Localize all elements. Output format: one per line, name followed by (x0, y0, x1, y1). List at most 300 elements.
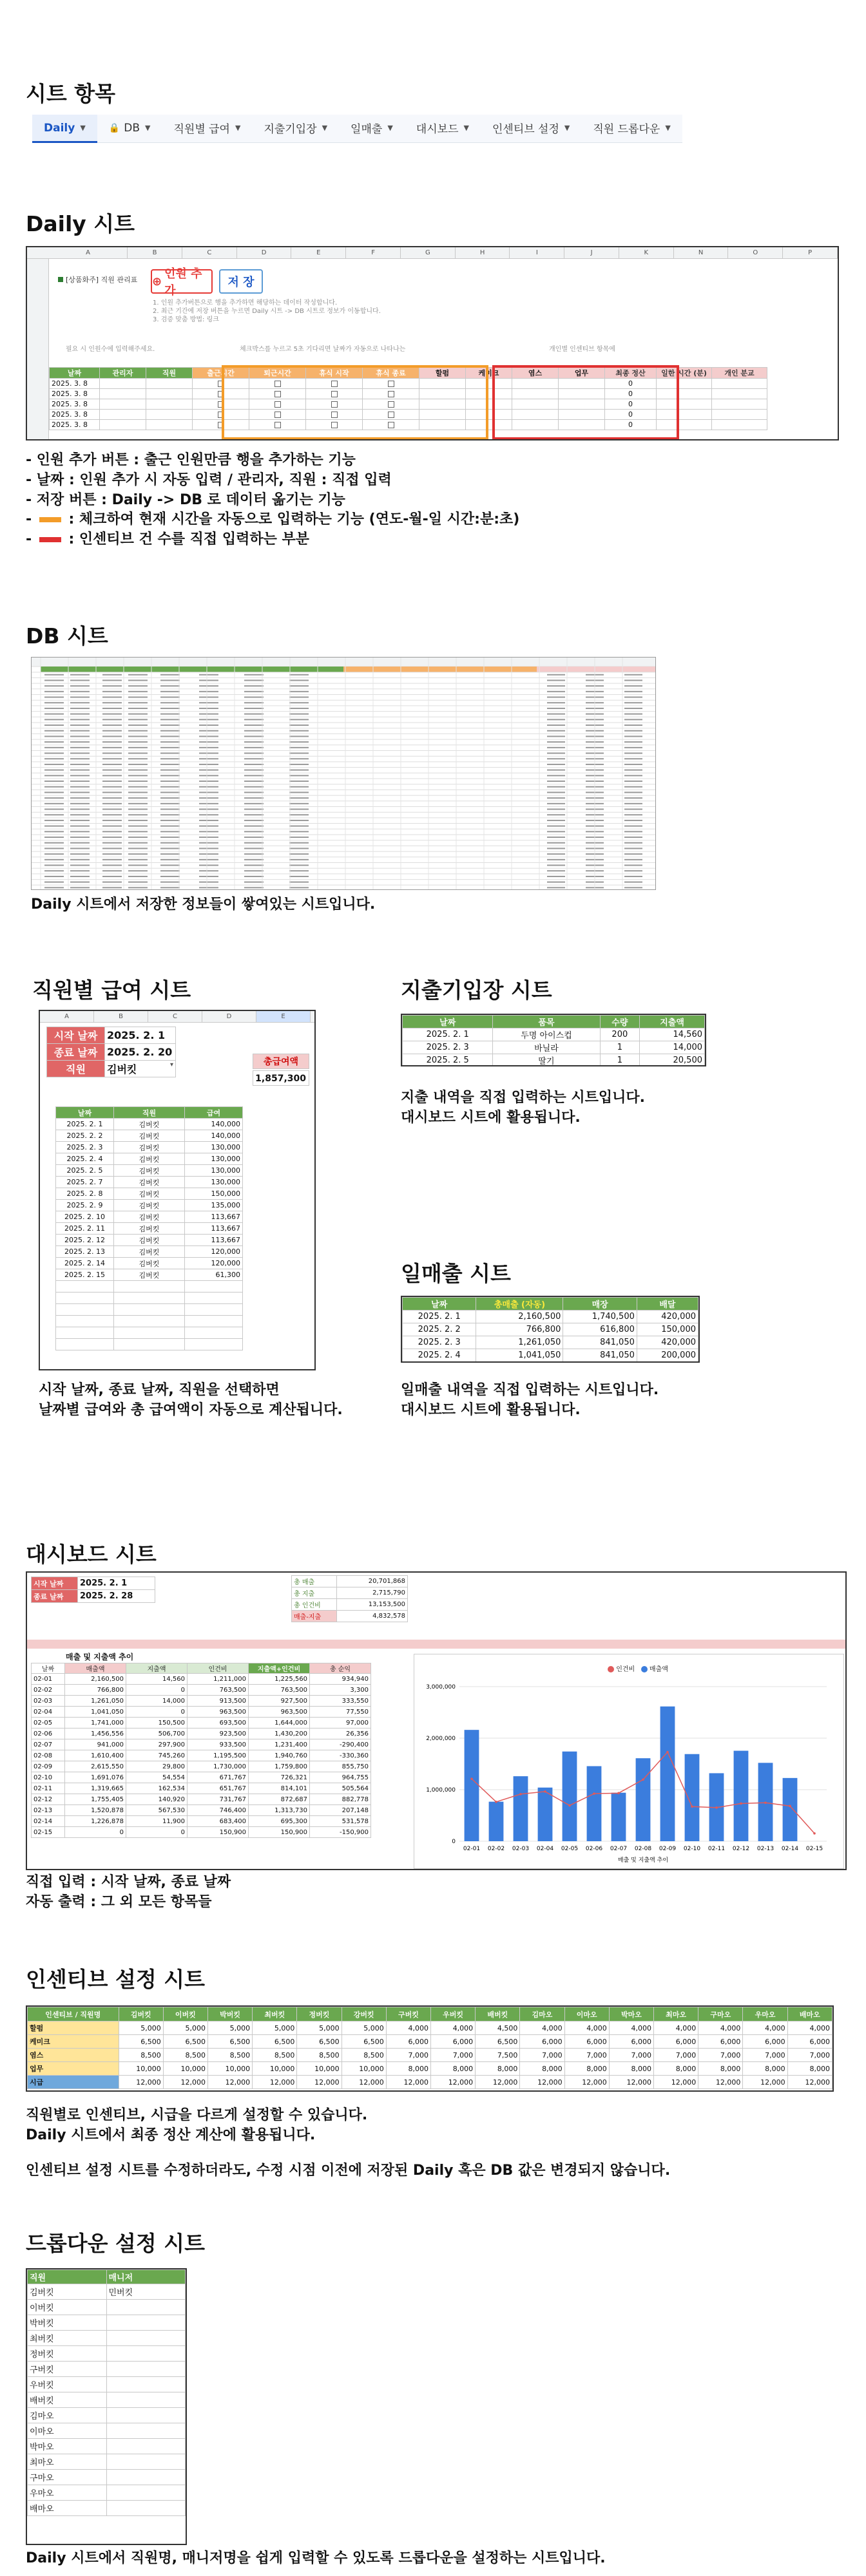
incentive-cell[interactable]: 6,500 (476, 2035, 520, 2049)
daily-description (26, 451, 519, 550)
tab-3[interactable] (252, 115, 339, 143)
dropdown-manager-cell[interactable] (106, 2423, 186, 2439)
daily-header-cell: 퇴근시간 (249, 368, 306, 379)
daily-cell: 0 (605, 399, 657, 410)
incentive-cell[interactable]: 6,000 (386, 2035, 430, 2049)
incentive-cell: 염스 (28, 2049, 119, 2062)
point-labor (666, 1751, 669, 1754)
incentive-header-cell: 배마오 (787, 2007, 832, 2022)
dash-cell: 1,261,050 (65, 1696, 126, 1707)
dropdown-manager-cell[interactable]: 민버킷 (106, 2284, 186, 2300)
dropdown-staff-cell[interactable]: 구버킷 (28, 2362, 107, 2377)
incentive-cell[interactable]: 8,500 (163, 2049, 207, 2062)
daily-cell[interactable] (100, 410, 146, 420)
incentive-cell[interactable]: 12,000 (520, 2076, 564, 2089)
dash-cell: 02-06 (32, 1728, 65, 1739)
incentive-cell[interactable]: 12,000 (297, 2076, 342, 2089)
incentive-cell[interactable]: 8,000 (609, 2062, 653, 2076)
daily-header-cell: 출근시간 (193, 368, 249, 379)
expense-sheet (401, 1014, 706, 1066)
salary-cell: 61,300 (185, 1269, 243, 1281)
incentive-cell[interactable]: 7,000 (743, 2049, 787, 2062)
salary-cell: 2025. 2. 7 (56, 1177, 114, 1188)
daily-subnote-mid: 체크박스를 누르고 5초 기다리면 날짜가 자동으로 나타나는 (240, 346, 406, 353)
incentive-cell[interactable]: 10,000 (163, 2062, 207, 2076)
dropdown-staff-cell[interactable]: 박버킷 (28, 2315, 107, 2331)
dash-cell: 02-11 (32, 1783, 65, 1794)
dash-end-input[interactable]: 2025. 2. 28 (78, 1590, 155, 1603)
column-header: D (237, 247, 292, 258)
y-tick-label: 1,000,000 (426, 1787, 456, 1794)
tab-label: 직원별 급여 (173, 123, 230, 136)
dash-cell: -330,360 (310, 1750, 371, 1761)
salary-empty-row (56, 1281, 243, 1293)
tab-6[interactable] (481, 115, 581, 143)
sales-header-cell: 날짜 (403, 1298, 476, 1311)
incentive-cell[interactable]: 6,000 (743, 2035, 787, 2049)
incentive-cell[interactable]: 8,500 (342, 2049, 386, 2062)
incentive-header-cell: 이버킷 (163, 2007, 207, 2022)
salary-cell: 140,000 (185, 1119, 243, 1130)
salary-row (56, 1188, 243, 1200)
incentive-cell[interactable]: 7,000 (698, 2049, 743, 2062)
incentive-cell[interactable]: 6,500 (163, 2035, 207, 2049)
salary-cell: 2025. 2. 8 (56, 1188, 114, 1200)
dashboard-desc-1: 직접 입력 : 시작 날짜, 종료 날짜 (26, 1874, 231, 1890)
sales-row (403, 1323, 698, 1336)
incentive-cell[interactable]: 12,000 (342, 2076, 386, 2089)
incentive-row (28, 2062, 832, 2076)
salary-desc-1: 시작 날짜, 종료 날짜, 직원을 선택하면 (39, 1382, 280, 1398)
incentive-cell[interactable]: 6,000 (564, 2035, 609, 2049)
dropdown-staff-cell[interactable]: 우버킷 (28, 2377, 107, 2392)
incentive-cell[interactable]: 7,000 (654, 2049, 698, 2062)
incentive-cell[interactable]: 6,000 (654, 2035, 698, 2049)
incentive-cell[interactable]: 4,000 (698, 2022, 743, 2035)
sales-row (403, 1336, 698, 1349)
dash-cell: 02-10 (32, 1772, 65, 1783)
daily-cell[interactable] (146, 389, 193, 399)
dash-cell: 14,000 (126, 1696, 188, 1707)
daily-header-cell: 직원 (146, 368, 193, 379)
expense-row (403, 1054, 705, 1067)
incentive-cell[interactable]: 6,500 (342, 2035, 386, 2049)
incentive-cell[interactable]: 12,000 (476, 2076, 520, 2089)
daily-cell[interactable] (146, 379, 193, 389)
incentive-cell[interactable]: 12,000 (253, 2076, 297, 2089)
incentive-cell[interactable]: 4,500 (476, 2022, 520, 2035)
column-header: B (94, 1011, 148, 1022)
dropdown-staff-cell[interactable]: 박마오 (28, 2439, 107, 2454)
db-title: DB 시트 (26, 623, 108, 649)
incentive-cell[interactable]: 8,000 (520, 2062, 564, 2076)
dropdown-manager-cell[interactable] (106, 2331, 186, 2346)
dash-cell: 933,500 (188, 1739, 249, 1750)
dash-end-label: 종료 날짜 (32, 1590, 78, 1603)
daily-desc-1: - 인원 추가 버튼 : 출근 인원만큼 행을 추가하는 기능 (26, 452, 356, 468)
x-tick-label: 02-09 (659, 1846, 677, 1852)
incentive-header-cell: 인센티브 / 직원명 (28, 2007, 119, 2022)
tab-0[interactable] (32, 115, 97, 143)
salary-staff-select[interactable] (105, 1061, 176, 1077)
salary-empty-cell (114, 1281, 185, 1293)
incentive-cell[interactable]: 7,000 (787, 2049, 832, 2062)
incentive-cell[interactable]: 4,000 (564, 2022, 609, 2035)
incentive-cell[interactable]: 7,000 (609, 2049, 653, 2062)
incentive-cell[interactable]: 4,000 (743, 2022, 787, 2035)
dash-cell: 150,900 (188, 1827, 249, 1838)
incentive-desc-3: 인센티브 설정 시트를 수정하더라도, 수정 시점 이전에 저장된 Daily 혹은 DB 값은 변경되지 않습니다. (26, 2162, 671, 2179)
dash-cell: 0 (126, 1707, 188, 1718)
tab-2[interactable] (162, 115, 252, 143)
dash-cell: 1,313,730 (249, 1805, 310, 1816)
sales-sheet (401, 1296, 700, 1363)
incentive-cell[interactable]: 6,500 (207, 2035, 252, 2049)
incentive-cell[interactable]: 4,000 (654, 2022, 698, 2035)
incentive-cell[interactable]: 5,000 (207, 2022, 252, 2035)
dropdown-row (28, 2454, 186, 2470)
dropdown-row (28, 2439, 186, 2454)
salary-empty-cell (185, 1339, 243, 1350)
dash-summary-value: 2,715,790 (337, 1587, 408, 1599)
daily-cell (712, 420, 767, 430)
incentive-cell[interactable]: 12,000 (743, 2076, 787, 2089)
daily-title-text: [상품화주] 직원 관리표 (66, 276, 138, 284)
legend-sales: 매출액 (649, 1666, 668, 1673)
x-tick-label: 02-02 (487, 1846, 505, 1852)
dash-chart-legend (608, 1663, 668, 1673)
dropdown-staff-cell[interactable]: 최마오 (28, 2454, 107, 2470)
dropdown-header-row (28, 2270, 186, 2284)
dash-summary-row (292, 1611, 408, 1622)
salary-empty-cell (56, 1316, 114, 1327)
daily-sheet (26, 246, 839, 440)
incentive-header-cell: 박마오 (609, 2007, 653, 2022)
sales-cell: 2025. 2. 3 (403, 1336, 476, 1349)
incentive-cell[interactable]: 5,000 (253, 2022, 297, 2035)
column-header: A (49, 247, 128, 258)
dropdown-manager-cell[interactable] (106, 2485, 186, 2501)
sales-header-cell: 배달 (637, 1298, 698, 1311)
incentive-cell[interactable]: 6,000 (430, 2035, 475, 2049)
dash-cell: 162,534 (126, 1783, 188, 1794)
salary-empty-cell (185, 1327, 243, 1339)
incentive-cell[interactable]: 5,000 (119, 2022, 163, 2035)
x-tick-label: 02-10 (683, 1846, 701, 1852)
dash-cell: 207,148 (310, 1805, 371, 1816)
dash-summary-label: 매출-지출 (292, 1611, 337, 1622)
salary-cell: 2025. 2. 11 (56, 1223, 114, 1235)
dropdown-manager-cell[interactable] (106, 2362, 186, 2377)
incentive-title: 인센티브 설정 시트 (26, 1967, 206, 1992)
salary-empty-cell (56, 1327, 114, 1339)
add-staff-button[interactable] (151, 267, 213, 298)
caret-down-icon: ▼ (665, 124, 671, 132)
incentive-cell[interactable]: 6,000 (520, 2035, 564, 2049)
daily-cell[interactable] (146, 410, 193, 420)
incentive-cell[interactable]: 7,000 (386, 2049, 430, 2062)
expense-cell: 20,500 (640, 1054, 705, 1067)
dropdown-manager-cell[interactable] (106, 2392, 186, 2408)
dash-cell: 651,767 (188, 1783, 249, 1794)
dash-cell: 1,211,000 (188, 1674, 249, 1685)
incentive-cell[interactable]: 4,000 (609, 2022, 653, 2035)
dropdown-staff-cell[interactable]: 이버킷 (28, 2300, 107, 2315)
dash-row (32, 1794, 371, 1805)
incentive-cell[interactable]: 10,000 (119, 2062, 163, 2076)
column-header: A (40, 1011, 94, 1022)
incentive-header-cell: 강버킷 (342, 2007, 386, 2022)
incentive-cell[interactable]: 7,000 (520, 2049, 564, 2062)
incentive-cell[interactable]: 8,000 (743, 2062, 787, 2076)
salary-empty-cell (56, 1339, 114, 1350)
dropdown-staff-cell[interactable]: 정버킷 (28, 2346, 107, 2362)
dropdown-manager-cell[interactable] (106, 2454, 186, 2470)
sales-header-row (403, 1298, 698, 1311)
dash-row (32, 1728, 371, 1739)
dash-cell: 763,500 (249, 1685, 310, 1696)
dropdown-header-cell: 매니저 (106, 2270, 186, 2284)
column-header: E (291, 247, 346, 258)
dash-cell: 14,560 (126, 1674, 188, 1685)
incentive-cell[interactable]: 10,000 (253, 2062, 297, 2076)
salary-empty-cell (114, 1316, 185, 1327)
dropdown-staff-cell[interactable]: 김버킷 (28, 2284, 107, 2300)
tab-label: Daily (44, 121, 75, 135)
chevron-down-icon: ▾ (169, 1061, 173, 1068)
x-axis-title: 매출 및 지출액 추이 (617, 1857, 669, 1864)
dash-cell: 1,755,405 (65, 1794, 126, 1805)
sales-cell: 1,261,050 (476, 1336, 563, 1349)
incentive-cell[interactable]: 4,000 (430, 2022, 475, 2035)
incentive-cell[interactable]: 10,000 (207, 2062, 252, 2076)
tab-7[interactable] (581, 115, 682, 143)
dropdown-staff-cell[interactable]: 김마오 (28, 2408, 107, 2423)
incentive-area-outline (492, 365, 679, 440)
salary-start-input[interactable]: 2025. 2. 1 (105, 1027, 176, 1044)
incentive-cell[interactable]: 8,000 (476, 2062, 520, 2076)
daily-cell: 2025. 3. 8 (50, 410, 100, 420)
incentive-cell[interactable]: 5,000 (342, 2022, 386, 2035)
dropdown-row (28, 2346, 186, 2362)
dash-row (32, 1805, 371, 1816)
dropdown-staff-cell[interactable]: 이마오 (28, 2423, 107, 2439)
incentive-cell[interactable]: 4,000 (386, 2022, 430, 2035)
tab-4[interactable] (339, 115, 405, 143)
dropdown-manager-cell[interactable] (106, 2315, 186, 2331)
salary-start-label: 시작 날짜 (47, 1027, 105, 1044)
sales-cell: 616,800 (563, 1323, 637, 1336)
column-header: I (510, 247, 564, 258)
incentive-cell[interactable]: 12,000 (564, 2076, 609, 2089)
tab-5[interactable] (405, 115, 481, 143)
salary-staff-value: 김버킷 (107, 1063, 137, 1075)
incentive-cell[interactable]: 6,500 (253, 2035, 297, 2049)
dash-cell: 683,400 (188, 1816, 249, 1827)
expense-cell: 딸기 (493, 1054, 600, 1067)
daily-cell: 0 (605, 410, 657, 420)
point-labor (568, 1804, 571, 1807)
tab-1[interactable] (97, 115, 162, 143)
dropdown-manager-cell[interactable] (106, 2300, 186, 2315)
incentive-cell[interactable]: 6,500 (119, 2035, 163, 2049)
incentive-cell[interactable]: 4,000 (787, 2022, 832, 2035)
incentive-cell[interactable]: 8,000 (698, 2062, 743, 2076)
bar-sales (685, 1754, 700, 1841)
dropdown-staff-cell[interactable]: 우마오 (28, 2485, 107, 2501)
dash-cell: 29,800 (126, 1761, 188, 1772)
dash-row (32, 1685, 371, 1696)
incentive-cell[interactable]: 12,000 (787, 2076, 832, 2089)
dash-cell: 941,000 (65, 1739, 126, 1750)
orange-swatch (39, 517, 61, 522)
dash-cell: 927,500 (249, 1696, 310, 1707)
dash-cell: 963,500 (249, 1707, 310, 1718)
incentive-header-cell: 김버킷 (119, 2007, 163, 2022)
salary-row (56, 1119, 243, 1130)
dash-start-input[interactable]: 2025. 2. 1 (78, 1577, 155, 1590)
lock-icon: 🔒 (108, 122, 120, 133)
dropdown-manager-cell[interactable] (106, 2470, 186, 2485)
dash-cell: 333,550 (310, 1696, 371, 1707)
daily-header-cell: 개인 분교 (712, 368, 767, 379)
daily-cell[interactable] (100, 389, 146, 399)
db-description: Daily 시트에서 저장한 정보들이 쌓여있는 시트입니다. (31, 896, 376, 913)
incentive-cell[interactable]: 8,500 (253, 2049, 297, 2062)
incentive-cell[interactable]: 12,000 (698, 2076, 743, 2089)
daily-cell[interactable] (146, 399, 193, 410)
incentive-cell: 케미크 (28, 2035, 119, 2049)
incentive-cell[interactable]: 5,000 (163, 2022, 207, 2035)
daily-note-3: 3. 검증 맞춤 방법: 링크 (153, 316, 219, 323)
dashboard-desc-2: 자동 출력 : 그 외 모든 항목들 (26, 1893, 212, 1910)
daily-cell[interactable] (146, 420, 193, 430)
salary-cell: 김버킷 (114, 1235, 185, 1246)
salary-empty-row (56, 1293, 243, 1304)
dash-cell: 1,691,076 (65, 1772, 126, 1783)
dropdown-manager-cell[interactable] (106, 2346, 186, 2362)
salary-cell: 130,000 (185, 1142, 243, 1153)
salary-cell: 김버킷 (114, 1177, 185, 1188)
save-button[interactable] (219, 269, 263, 294)
dropdown-manager-cell[interactable] (106, 2377, 186, 2392)
incentive-cell[interactable]: 8,000 (787, 2062, 832, 2076)
incentive-cell[interactable]: 10,000 (297, 2062, 342, 2076)
incentive-row (28, 2022, 832, 2035)
salary-end-input[interactable]: 2025. 2. 20 (105, 1044, 176, 1061)
dash-cell: 1,610,400 (65, 1750, 126, 1761)
dropdown-staff-cell[interactable]: 구마오 (28, 2470, 107, 2485)
incentive-cell[interactable]: 12,000 (609, 2076, 653, 2089)
salary-cell: 120,000 (185, 1246, 243, 1258)
expense-cell: 14,000 (640, 1041, 705, 1054)
incentive-cell[interactable]: 6,000 (609, 2035, 653, 2049)
salary-cell: 2025. 2. 14 (56, 1258, 114, 1269)
dash-cell: 1,730,000 (188, 1761, 249, 1772)
incentive-cell[interactable]: 6,000 (698, 2035, 743, 2049)
dash-chart (414, 1654, 845, 1870)
salary-cell: 113,667 (185, 1223, 243, 1235)
salary-cell: 김버킷 (114, 1211, 185, 1223)
incentive-cell[interactable]: 12,000 (119, 2076, 163, 2089)
incentive-header-cell: 구마오 (698, 2007, 743, 2022)
daily-cell: 2025. 3. 8 (50, 379, 100, 389)
dash-cell: 964,755 (310, 1772, 371, 1783)
dash-cell: 506,700 (126, 1728, 188, 1739)
daily-desc-5-text: : 인센티브 건 수를 직접 입력하는 부분 (63, 531, 310, 548)
incentive-cell[interactable]: 8,500 (119, 2049, 163, 2062)
incentive-cell[interactable]: 12,000 (163, 2076, 207, 2089)
incentive-cell[interactable]: 12,000 (386, 2076, 430, 2089)
daily-cell: 2025. 3. 8 (50, 389, 100, 399)
daily-cell[interactable] (100, 399, 146, 410)
incentive-cell[interactable]: 8,000 (654, 2062, 698, 2076)
incentive-cell[interactable]: 8,000 (386, 2062, 430, 2076)
incentive-cell[interactable]: 5,000 (297, 2022, 342, 2035)
incentive-cell[interactable]: 12,000 (207, 2076, 252, 2089)
dash-cell: 150,900 (249, 1827, 310, 1838)
dash-cell: 1,644,000 (249, 1718, 310, 1728)
dash-cell: 0 (126, 1827, 188, 1838)
incentive-header-cell: 김마오 (520, 2007, 564, 2022)
dash-cell: 855,750 (310, 1761, 371, 1772)
daily-header-cell: 일한 시간 (분) (657, 368, 712, 379)
dropdown-staff-cell[interactable]: 배마오 (28, 2501, 107, 2516)
dropdown-manager-cell[interactable] (106, 2439, 186, 2454)
dash-cell: 763,500 (188, 1685, 249, 1696)
dropdown-staff-cell[interactable]: 배버킷 (28, 2392, 107, 2408)
dash-cell: 693,500 (188, 1718, 249, 1728)
dash-summary-row (292, 1587, 408, 1599)
incentive-cell[interactable]: 8,000 (430, 2062, 475, 2076)
incentive-cell[interactable]: 4,000 (520, 2022, 564, 2035)
incentive-cell[interactable]: 6,500 (297, 2035, 342, 2049)
tab-label: 지출기입장 (264, 123, 317, 136)
incentive-cell[interactable]: 10,000 (342, 2062, 386, 2076)
expense-desc-2: 대시보드 시트에 활용됩니다. (401, 1109, 581, 1126)
dropdown-manager-cell[interactable] (106, 2501, 186, 2516)
dash-cell: 02-04 (32, 1707, 65, 1718)
dash-cell: 02-14 (32, 1816, 65, 1827)
dropdown-staff-cell[interactable]: 최버킷 (28, 2331, 107, 2346)
daily-cell[interactable] (100, 379, 146, 389)
incentive-cell[interactable]: 7,000 (430, 2049, 475, 2062)
salary-cell: 김버킷 (114, 1223, 185, 1235)
incentive-header-cell: 우마오 (743, 2007, 787, 2022)
dropdown-manager-cell[interactable] (106, 2408, 186, 2423)
salary-cell: 150,000 (185, 1188, 243, 1200)
dash-cell: 02-12 (32, 1794, 65, 1805)
dash-cell: 02-08 (32, 1750, 65, 1761)
incentive-cell[interactable]: 8,500 (297, 2049, 342, 2062)
incentive-cell[interactable]: 8,000 (564, 2062, 609, 2076)
dash-cell: 0 (65, 1827, 126, 1838)
daily-cell[interactable] (100, 420, 146, 430)
point-labor (691, 1805, 693, 1808)
x-tick-label: 02-06 (585, 1846, 603, 1852)
daily-header-cell: 날짜 (50, 368, 100, 379)
incentive-cell[interactable]: 12,000 (430, 2076, 475, 2089)
incentive-cell[interactable]: 7,000 (564, 2049, 609, 2062)
expense-description (401, 1088, 645, 1128)
bar-sales (611, 1793, 626, 1841)
dash-cell: 02-05 (32, 1718, 65, 1728)
incentive-cell[interactable]: 12,000 (654, 2076, 698, 2089)
incentive-cell[interactable]: 6,000 (787, 2035, 832, 2049)
incentive-cell[interactable]: 8,500 (207, 2049, 252, 2062)
incentive-cell[interactable]: 7,500 (476, 2049, 520, 2062)
column-header: H (456, 247, 510, 258)
